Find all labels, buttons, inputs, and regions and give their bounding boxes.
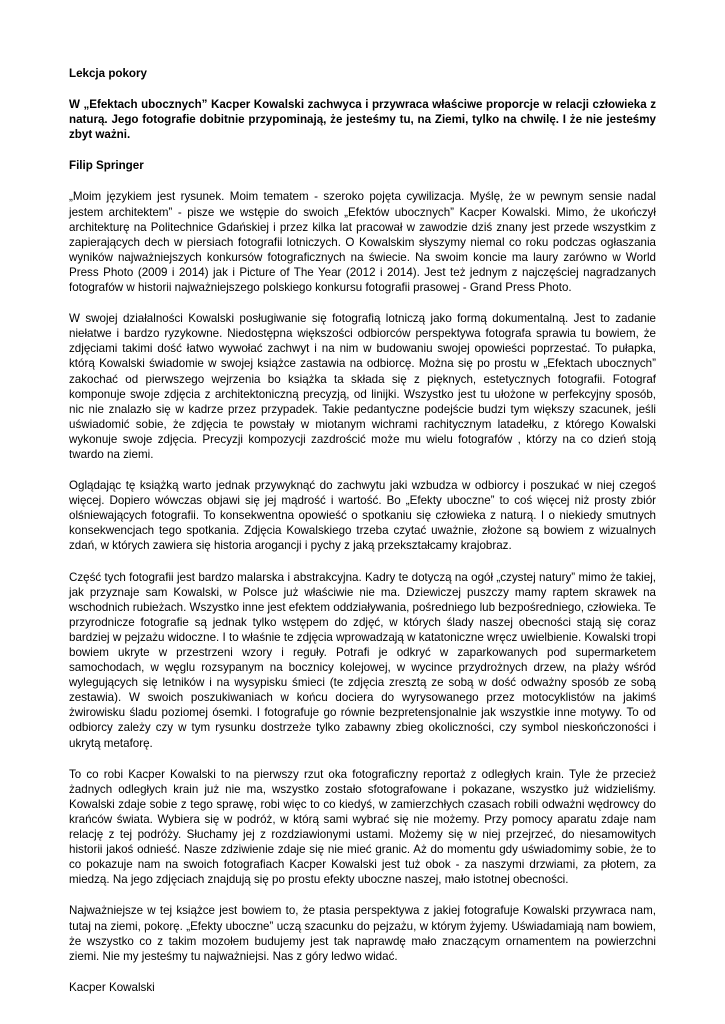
article-author: Filip Springer <box>69 159 144 173</box>
document-page <box>69 66 656 1011</box>
body-paragraph-4: Część tych fotografii jest bardzo malarska i abstrakcyjna. Kadry te dotyczą na ogół „czystej natury” mimo że takiej, jak przyznaje sam Kowalski, w Polsce już właściwie nie ma. Dziewiczej puszczy mamy raptem skrawek na wschodnich rubieżach. Wszystko inne jest efektem oddziaływania, pośredniego lub bezpośredniego, człowieka. Te przyrodnicze fotografie są jednak tylko wstępem do zdjęć, w których ślady naszej obecności stają się coraz bardziej w pejzażu widoczne. I to właśnie te zdjęcia wprowadzają w katatoniczne wręcz uwielbienie. Kowalski tropi bowiem ukryte w przestrzeni wzory i reguły. Potrafi je odkryć w zaparkowanych pod supermarketem samochodach, w węglu rozsypanym na bocznicy kolejowej, w wycince przydrożnych drzew, na plaży wśród wylegujących się letników i na wysypisku śmieci (te zdjęcia zresztą ze sobą w dość odważny sposób ze sobą zestawia). W swoich poszukiwaniach w końcu dociera do wyrysowanego przez motocyklistów na jakimś żwirowisku śladu poziomej ósemki. I fotografuje go równie bezpretensjonalnie jak wszystkie inne motywy. To od odbiorcy zależy czy w tym rysunku dostrzeże tylko zabawny zbieg okoliczności, czy symbol nieskończoności i ukrytą metaforę. <box>69 570 656 750</box>
body-paragraph-1: „Moim językiem jest rysunek. Moim tematem - szeroko pojęta cywilizacja. Myślę, że w pewnym sensie nadal jestem architektem” - pisze we wstępie do swoich „Efektów ubocznych” Kacper Kowalski. Mimo, że ukończył architekturę na Politechnice Gdańskiej i przez kilka lat pracował w zawodzie dziś znany jest przede wszystkim z zapierających dech w piersiach fotografii lotniczych. O Kowalskim słyszymy niemal co roku podczas ogłaszania wyników najważniejszych konkursów fotograficznych na świecie. Na swoim koncie ma laury zarówno w World Press Photo (2009 i 2014) jak i Picture of The Year (2012 i 2014). Jest też jednym z najczęściej nagradzanych fotografów w historii najważniejszego polskiego konkursu fotografii prasowej - Grand Press Photo. <box>69 190 656 295</box>
body-paragraph-5: To co robi Kacper Kowalski to na pierwszy rzut oka fotograficzny reportaż z odległych krain. Tyle że przecież żadnych odległych krain już nie ma, wszystko zostało sfotografowane i pokazane, wszystko już widzieliśmy. Kowalski zdaje sobie z tego sprawę, robi więc to co kiedyś, w zamierzchłych czasach robili odważni wędrowcy do krańców świata. Wybiera się w podróż, w którą sami wybrać się nie możemy. Przy pomocy aparatu zdaje nam relację z tej podróży. Słuchamy jej z rozdziawionymi ustami. Możemy się w niej przejrzeć, do niesamowitych historii jakoś odnieść. Nasze zdziwienie zdaje się nie mieć granic. Aż do momentu gdy uświadomimy sobie, że to co pokazuje nam na swoich fotografiach Kacper Kowalski jest tuż obok - za naszymi drzwiami, za płotem, za miedzą. Na jego zdjęciach znajdują się po prostu efekty uboczne naszej, mało istotnej obecności. <box>69 767 656 887</box>
body-paragraph-2: W swojej działalności Kowalski posługiwanie się fotografią lotniczą jako formą dokumentalną. Jest to zadanie niełatwe i bardzo ryzykowne. Niedostępna większości odbiorców perspektywa fotografa sprawia tu bowiem, że zdjęciami takimi dość łatwo wywołać zachwyt i na nim w budowaniu swojej opowieści poprzestać. To pułapka, którą Kowalski świadomie w swojej książce zastawia na odbiorcę. Można się po prostu w „Efektach ubocznych” zakochać od pierwszego wejrzenia bo książka ta składa się z pięknych, estetycznych fotografii. Fotograf komponuje swoje zdjęcia z architektoniczną precyzją, od linijki. Wszystko jest tu ułożone w perfekcyjny sposób, nic nie znalazło się w kadrze przez przypadek. Takie pedantyczne podejście budzi tym większy szacunek, jeśli uświadomić sobie, że zdjęcia te powstały w miotanym wichrami rachitycznym latadełku, z którego Kowalski wykonuje swoje zdjęcia. Precyzji kompozycji zazdrościć może mu wielu fotografów , którzy na co dzień stoją twardo na ziemi. <box>69 312 656 461</box>
article-title: Lekcja pokory <box>69 67 147 80</box>
body-paragraph-6: Najważniejsze w tej książce jest bowiem to, że ptasia perspektywa z jakiej fotografuje Kowalski przywraca nam, tutaj na ziemi, pokorę. „Efekty uboczne” uczą szacunku do pejzażu, w którym żyjemy. Uświadamiają nam bowiem, że wszystko co z takim mozołem budujemy jest tak naprawdę mało znaczącym ornamentem na powierzchni ziemi. Nie my jesteśmy tu najważniejsi. Nas z góry ledwo widać. <box>69 904 656 963</box>
article-lead: W „Efektach ubocznych” Kacper Kowalski zachwyca i przywraca właściwe proporcje w relacji człowieka z naturą. Jego fotografie dobitnie przypominają, że jesteśmy tu, na Ziemi, tylko na chwilę. I że nie jesteśmy zbyt ważni. <box>69 98 656 142</box>
closing-signature: Kacper Kowalski <box>69 980 155 994</box>
body-paragraph-3: Oglądając tę książką warto jednak przywyknąć do zachwytu jaki wzbudza w odbiorcy i poszukać w niej czegoś więcej. Dopiero wówczas objawi się jej mądrość i wartość. Bo „Efekty uboczne” to coś więcej niż prosty zbiór olśniewających fotografii. To konsekwentna opowieść o spotkaniu się człowieka z naturą. I o niekiedy smutnych konsekwencjach tego spotkania. Zdjęcia Kowalskiego trzeba czytać uważnie, złożone są bowiem z wizualnych zdań, w których zawiera się historia arogancji i pychy z jaką przekształcamy krajobraz. <box>69 479 656 553</box>
